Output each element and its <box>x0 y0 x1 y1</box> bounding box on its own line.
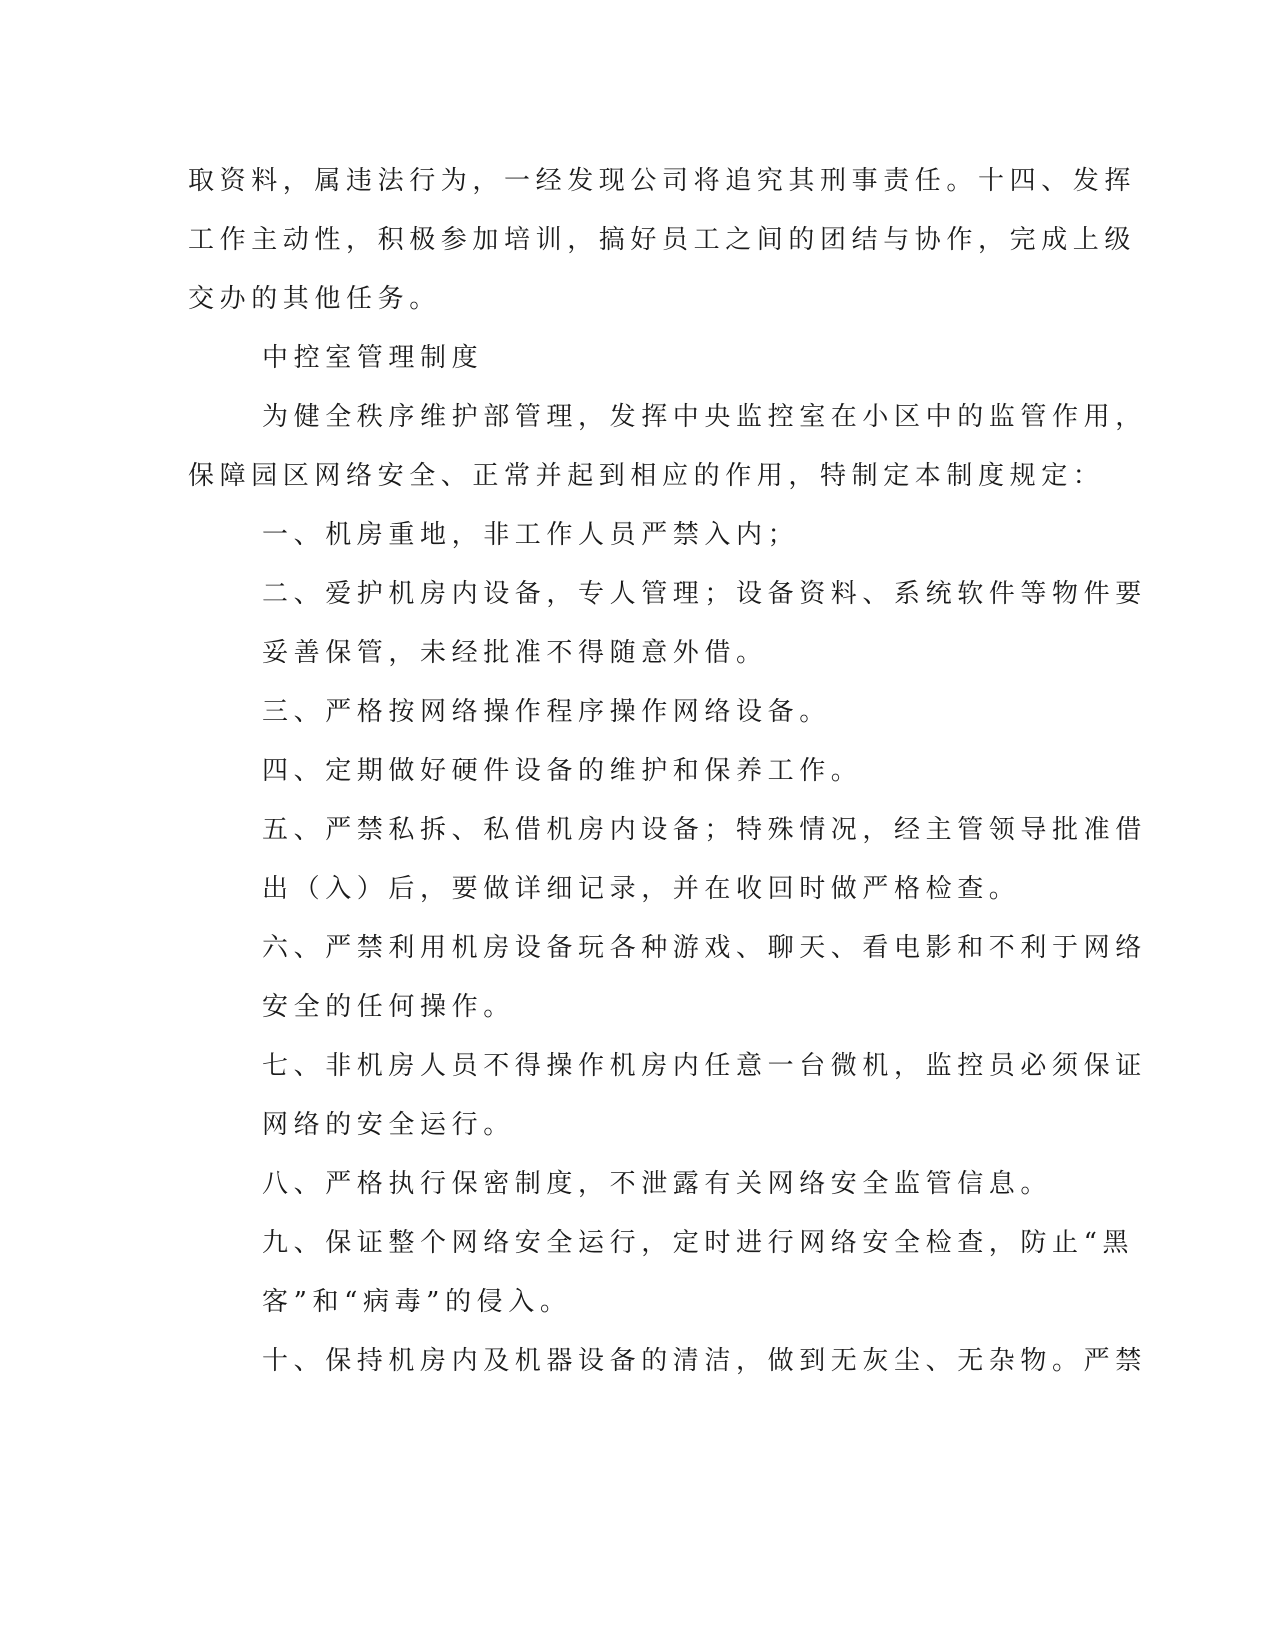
list-item: 十、保持机房内及机器设备的清洁，做到无灰尘、无杂物。严禁 <box>262 1346 1147 1376</box>
list-item: 三、严格按网络操作程序操作网络设备。 <box>262 697 831 727</box>
text-line: 交办的其他任务。 <box>188 284 441 314</box>
list-item-continuation: 安全的任何操作。 <box>262 992 515 1022</box>
list-item-continuation: 妥善保管，未经批准不得随意外借。 <box>262 638 768 668</box>
list-item: 五、严禁私拆、私借机房内设备；特殊情况，经主管领导批准借 <box>262 815 1147 845</box>
list-item: 六、严禁利用机房设备玩各种游戏、聊天、看电影和不利于网络 <box>262 933 1147 963</box>
text-line: 为健全秩序维护部管理，发挥中央监控室在小区中的监管作用， <box>262 402 1147 432</box>
list-item: 九、保证整个网络安全运行，定时进行网络安全检查，防止“黑 <box>262 1228 1135 1258</box>
list-item-continuation: 网络的安全运行。 <box>262 1110 515 1140</box>
section-title: 中控室管理制度 <box>262 343 484 373</box>
list-item: 八、严格执行保密制度，不泄露有关网络安全监管信息。 <box>262 1169 1053 1199</box>
text-line: 工作主动性，积极参加培训，搞好员工之间的团结与协作，完成上级 <box>188 225 1137 255</box>
text-line: 取资料，属违法行为，一经发现公司将追究其刑事责任。十四、发挥 <box>188 166 1137 196</box>
list-item-continuation: 客”和“病毒”的侵入。 <box>262 1287 572 1317</box>
list-item-continuation: 出（入）后，要做详细记录，并在收回时做严格检查。 <box>262 874 1021 904</box>
list-item: 一、机房重地，非工作人员严禁入内； <box>262 520 800 550</box>
text-line: 保障园区网络安全、正常并起到相应的作用，特制定本制度规定： <box>188 461 1105 491</box>
list-item: 七、非机房人员不得操作机房内任意一台微机，监控员必须保证 <box>262 1051 1147 1081</box>
list-item: 二、爱护机房内设备，专人管理；设备资料、系统软件等物件要 <box>262 579 1147 609</box>
list-item: 四、定期做好硬件设备的维护和保养工作。 <box>262 756 863 786</box>
